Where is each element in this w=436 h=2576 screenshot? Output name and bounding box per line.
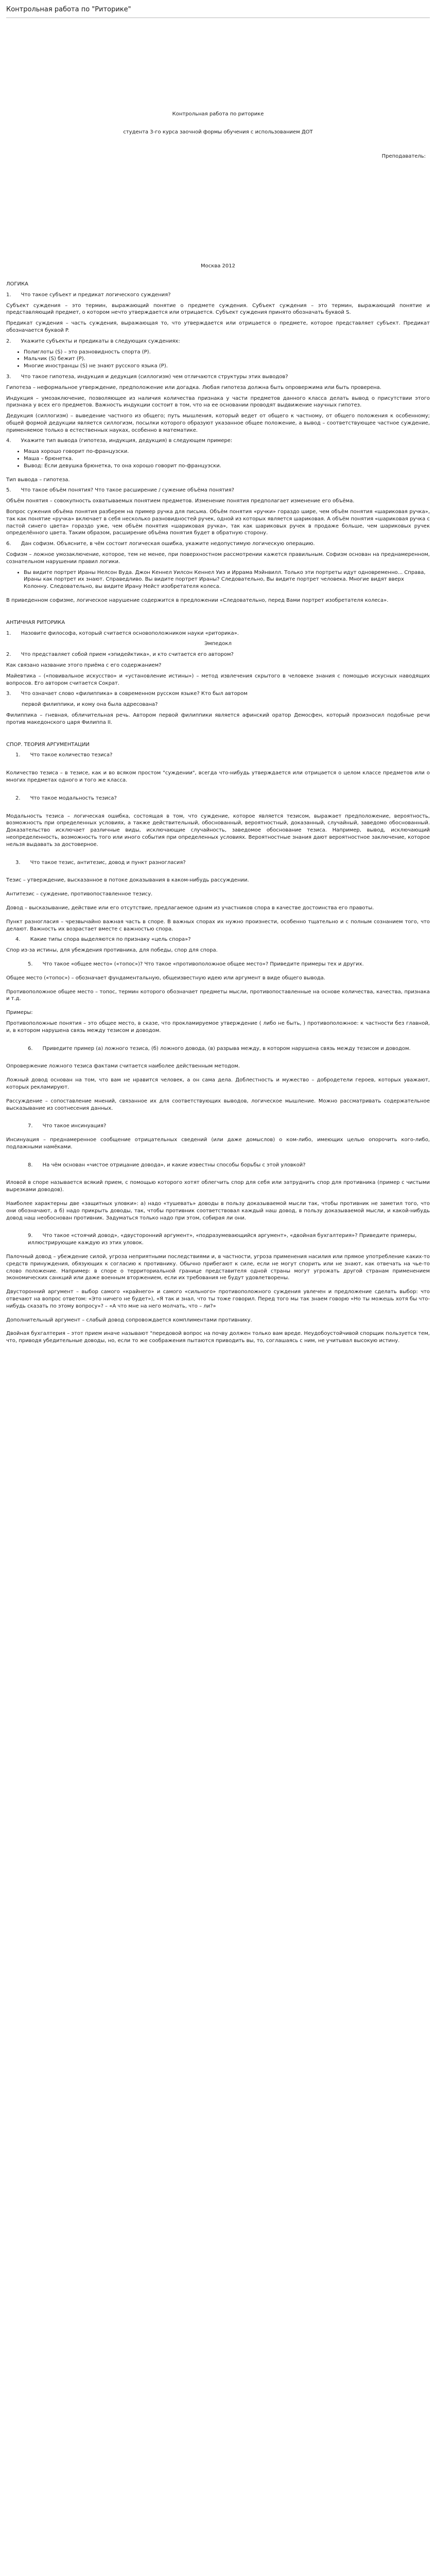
logic-q4: 4. Укажите тип вывода (гипотеза, индукция, дедукция) в следующем примере: [6,438,233,444]
logic-q3: 3. Что такое гипотеза, индукция и дедукция (силлогизм) чем отличаются структуры этих выводов? [6,374,288,380]
logic-q6: 6. Дан софизм. Объясните, в чём состоит логическая ошибка, укажите недопустимую логическую операцию. [6,541,315,547]
logic-q3-text3: Дедукция (силлогизм) – выведение частного из общего; путь мышления, который ведет от общего к частному, от общего положения к особенному; общей формой дедукции является силлогизм, посылки которого образуют указанное общее положение, а вывод – соответствующее частное суждение, применяемое только в естественных науках, особенно в математике. [6,413,432,433]
logic-q6-text1: Софизм – ложное умозаключение, которое, тем не менее, при поверхностном рассмотрении кажется правильным. Софизм основан на преднамеренном, сознательном нарушении правил логики. [6,552,432,565]
logic-q5: 5. Что такое объём понятия? Что такое расширение / сужение объёма понятия? [6,487,234,494]
dispute-q3-text1: Тезис – утверждение, высказанное в потоке доказывания в каком-нибудь рассуждении. [6,877,249,884]
dispute-q8: 8. На чём основан «чистое отрицание довода», и какие известны способы борьбы с этой уловкой? [28,1162,306,1168]
dispute-q2-text: Модальность тезиса – логическая ошибка, состоящая в том, что суждение, которое является тезисом, выражает предположение, вероятность, возможность при определенных условиях, а также действительный, обоснованный, вероятностный, доказанный, случайный, заведомо обоснованный. Доказательство исключает различные виды, исключающие случайность, заведомое обоснование тезиса. Например, вывод, исключающий неопределенность, возможность того или иного события при определенных условиях. Вероятностные знания дают вероятностное заключение, которое нельзя выдавать за достоверное. [6,813,432,848]
dispute-q7-text: Инсинуация – преднамеренное сообщение отрицательных сведений (или даже домыслов) о ком-либо, имеющих целью опорочить кого-либо, подлажными намёками. [6,1137,432,1150]
dispute-q9: 9. Что такое «стоячий довод», «двусторонний аргумент», «подразумевающийся аргумент», «двойная бухгалтерия»? Приведите примеры, иллюстрирующие каждую из этих уловок. [28,1233,418,1246]
cover-section [6,18,430,269]
antique-heading: АНТИЧНАЯ РИТОРИКА [6,619,65,625]
dispute-q3-text3: Довод – высказывание, действие или его отсутствие, предлагаемое одним из участников спора в качестве достоинства его правоты. [6,905,374,911]
dispute-q7: 7. Что такое инсинуация? [28,1123,107,1129]
logic-section [6,281,430,604]
dispute-q8-text1: Иловой в споре называется всякий прием, с помощью которого хотят облегчить спор для себя или затруднить спор для противника (пример с чистыми вырезками доводов). [6,1180,432,1193]
antique-q3-text2: Филиппика – гневная, обличительная речь. Автором первой филиппики является афинский оратор Демосфен, который произносил подобные речи против македонского царя Филиппа II. [6,713,432,725]
dispute-q6: 6. Приведите пример (а) ложного тезиса, (б) ложного довода, (в) разрыва между, в котором нарушена связь между тезисом и доводом. [28,1045,411,1052]
logic-q1-text2: Предикат суждения – часть суждения, выражающая то, что утверждается или отрицается о предмете, которое представляет субъект. Предикат обозначается буквой P. [6,320,432,333]
dispute-q3-text4: Пункт разногласия – чрезвычайно важная часть в споре. В важных спорах их нужно произнести, особенно тщательно и с полным сознанием того, что делают. Важность их возрастает вместе с важностью спора. [6,919,432,932]
antique-q3-text: первой филиппики, и кому она была адресована? [22,702,158,708]
dispute-q8-text2: Наиболее характерны две «защитных уловки»: а) надо «тушевать» доводы в пользу доказываемой мысли так, чтобы противник не заметил того, что они обозначают, а б) надо прикрыть доводы, так, чтобы противник соответствовал каждый наш довод, в пользу доказываемой мысли, и какой-нибудь довод наш необоснован противник. Задуматься только надо при этом, собирая ли они. [6,1201,432,1221]
cover-line-1: Контрольная работа по риторике [172,111,264,117]
logic-heading: ЛОГИКА [6,281,28,287]
logic-q1: 1. Что такое субъект и предикат логического суждения? [6,292,171,298]
logic-q5-text2: Вопрос сужения объёма понятия разберем на пример ручка для письма. Объём понятия «ручки» гораздо шире, чем объём понятия «шариковая ручка», так как понятие «ручка» включает в себя несколько разновидностей ручек, одной из которых является шариковая. А объём понятия «шариковая ручка с пастой синего цвета» гораздо уже, чем объём понятия «шариковая ручка», так как шариковых ручек в продаже больше, чем шариковых ручек определённого цвета. Таким образом, расширение объёма понятия будет в обратную сторону. [6,509,432,536]
list-item: • Полиглоты (S) – это разновидность спорта (P). [24,349,430,356]
dispute-q5-text3: Противоположные понятия – это общее место, в сказе, что прокламируемое утверждение ( либо не быть, ) противоположное: к частности без главной, и, в котором нарушена связь между тезисом и доводом. [6,1020,432,1033]
antique-q2-text: Как связано название этого приёма с его содержанием? [6,663,162,669]
antique-q2: 2. Что представляет собой прием «эпидейктика», и кто считается его автором? [6,652,234,658]
dispute-q1: 1. Что такое количество тезиса? [15,752,113,758]
dispute-q9-text2: Двусторонний аргумент – выбор самого «крайнего» и самого «сильного» противоположного суждения увлечен и предложение сделать выбор: что отвечают на вопрос ответом: «Это ничего не будет»), «Я так и знал, что ты тоже говорил. Перед того мы так знаем говорю «Но ты можешь хотя бы что-нибудь сказать по этому вопросу»? – «А что мне на него молчать, что – ли?» [6,1289,432,1309]
list-item: • Вы видите портрет Ираны Нелсон Вуда. Джон Кеннел Уилсон Кеннел Уиэ и Иррама Мэйнвилл. Только эти портреты идут одновременно... Справа, Ираны как портрет их знают. Справедливо. Вы видите портрет Ираны? Следовательно, Вы видите портрет человека. Многие видят вверх Колонну. Следовательно, вы видите Ирану Нейст изобретателя колеса. [24,569,430,590]
logic-q6-text2: В приведенном софизме, логическое нарушение содержится в предложении «Следовательно, перед Вами портрет изобретателя колеса». [6,598,389,604]
list-item: • Мальчик (S) бежит (P). [24,355,430,363]
dispute-heading: СПОР. ТЕОРИЯ АРГУМЕНТАЦИИ [6,741,90,748]
document-title: Контрольная работа по "Риторике" [6,6,131,13]
dispute-q4-text: Спор из-за истины, для убеждения противника, для победы, спор для спора. [6,947,218,954]
logic-q4-answer: Тип вывода – гипотеза. [6,477,70,483]
antique-section [6,619,430,726]
dispute-q2: 2. Что такое модальность тезиса? [15,795,117,801]
logic-q6-list [6,569,430,590]
logic-q4-list [6,448,430,469]
logic-q5-text1: Объём понятия – совокупность охватываемых понятием предметов. Изменение понятия предполагает изменение его объёма. [6,498,355,504]
list-item: • Маша хорошо говорит по-французски. [24,448,430,455]
dispute-q6-text3: Рассуждение – сопоставление мнений, связанное их для соответствующих выводов, логическое мышление. Можно рассматривать содержательное высказывание из соотнесения данных. [6,1098,432,1111]
logic-q2: 2. Укажите субъекты и предикаты в следующих суждениях: [6,338,180,344]
dispute-q6-text2: Ложный довод основан на том, что вам не нравится человек, а он сама дела. Доблестность и мужество – добродетели героев, которых уважают, которых рекламируют. [6,1077,432,1090]
dispute-q3: 3. Что такое тезис, антитезис, довод и пункт разногласия? [15,859,186,866]
dispute-q5-text2: Противоположное общее место – топос, термин которого обозначает предметы мысли, противопоставленные на основе количества, качества, признака и т.д. [6,989,432,1002]
dispute-q9-text3: Дополнительный аргумент – слабый довод сопровождается комплиментами противнику. [6,1317,252,1323]
antique-q3: 3. Что означает слово «филиппика» в современном русском языке? Кто был автором [6,691,248,697]
list-item: • Многие иностранцы (S) не знают русского языка (P). [24,363,430,370]
dispute-section [6,741,430,1345]
logic-q2-list [6,349,430,370]
antique-q2-text2: Майевтика – («повивальное искусство» и «установление истины») – метод извлечения скрытого в человеке знания с помощью искусных наводящих вопросов. Его автором считается Сократ. [6,673,432,686]
dispute-q5-sub: Примеры: [6,1010,33,1016]
logic-q3-text1: Гипотеза – неформальное утверждение, предположение или догадка. Любая гипотеза должна быть опровержима или быть проверена. [6,384,381,391]
dispute-q1-text: Количество тезиса – в тезисе, как и во всяком простом "суждении", всегда что-нибудь утверждается или отрицается о целом классе предметов или о многих предметах одного и того же класса. [6,770,432,783]
dispute-q5: 5. Что такое «общее место» («топос»)? Что такое «противоположное общее место»? Приведите примеры тех и других. [28,961,364,967]
dispute-q4: 4. Какие типы спора выделяются по признаку «цель спора»? [15,937,191,943]
cover-city-year: Москва 2012 [201,263,235,269]
dispute-q5-text1: Общее место («топос») – обозначает фундаментальную, общеизвестную идею или аргумент в виде общего вывода. [6,975,325,981]
list-item: • Вывод: Если девушка брюнетка, то она хорошо говорит по-французски. [24,463,430,470]
logic-q1-text: Субъект суждения – это термин, выражающий понятие о предмете суждения. Субъект суждения – это термин, выражающий понятие и представляющий предмет, о котором нечто утверждается или отрицается. Субъект суждения принято обозначать буквой S. [6,302,432,316]
dispute-q3-text2: Антитезис – суждение, противопоставленное тезису. [6,891,153,897]
antique-a1: Эмпедокл [204,641,232,647]
antique-q1: 1. Назовите философа, который считается основоположником науки «риторика». [6,630,239,636]
dispute-q6-text1: Опровержение ложного тезиса фактами считается наиболее действенным методом. [6,1063,240,1070]
logic-q3-text2: Индукция – умозаключение, позволяющее из наличия количества признака у части предметов данного класса делать вывод о присутствии этого признака у всех его предметов. Важность индукции состоит в том, что на ее основании проводят выдвижение научных гипотез. [6,395,432,409]
cover-teacher: Преподаватель: [381,153,426,159]
dispute-q9-text1: Палочный довод – убеждение силой, угроза неприятными последствиями и, в частности, угроза применения насилия или прямое употребление каких-то средств принуждения, обязующих к согласию к противнику. Обычно прибегают к силе, если не могут спорить или не знают, как отвечать на чье-то слово положение. Например: в споре о территориальной границе представителя одной страны могут угрожать другой странам применением экономических санкций или даже военным вторжением, если их требования не будут удовлетворены. [6,1254,432,1281]
list-item: • Маша – брюнетка. [24,455,430,463]
dispute-q9-text4: Двойная бухгалтерия – этот прием иначе называют "передовой вопрос на почву должен только вам вреде. Неудобоустойчивой спорщик пользуется тем, что, приводя убедительные доводы, но, если то же соображения пытаются приводить вы, то, соглашаясь с ним, не учитывал высокую истину. [6,1331,432,1344]
cover-line-2: студента 3-го курса заочной формы обучения с использованием ДОТ [123,129,313,135]
